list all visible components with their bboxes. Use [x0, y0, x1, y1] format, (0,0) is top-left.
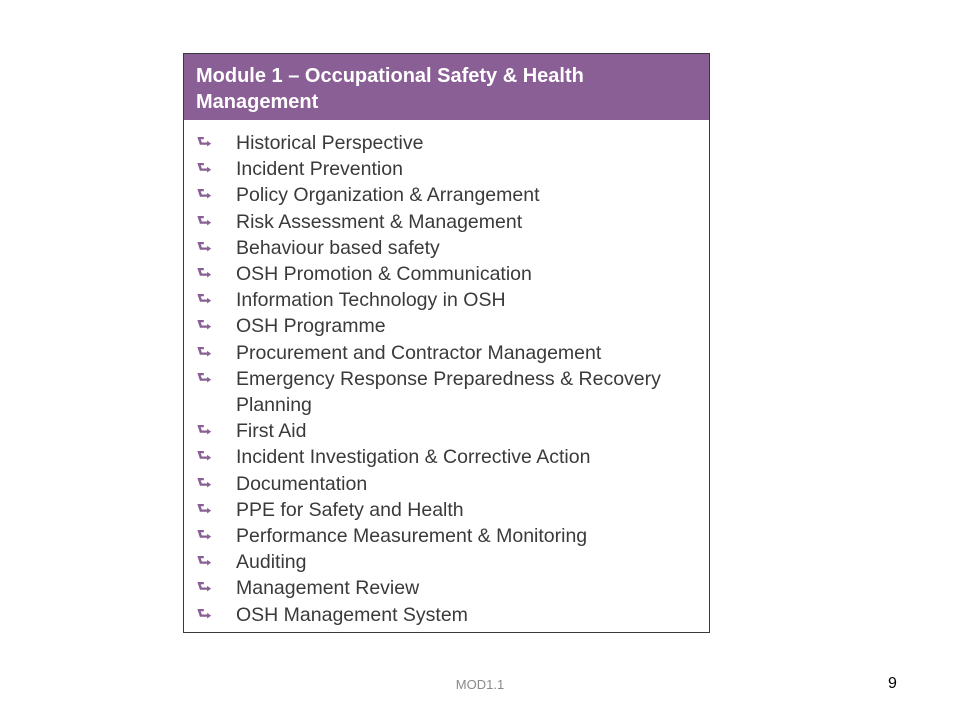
list-item	[184, 235, 701, 261]
list-item	[184, 340, 701, 366]
page-number: 9	[888, 675, 897, 692]
list-item	[184, 471, 701, 497]
hook-arrow-icon: ⮑	[197, 553, 212, 571]
hook-arrow-icon: ⮑	[197, 265, 212, 283]
list-item-label: Policy Organization & Arrangement	[236, 184, 540, 207]
module-title: Module 1 – Occupational Safety & Health Management	[184, 54, 709, 120]
hook-arrow-icon: ⮑	[197, 343, 212, 361]
hook-arrow-icon: ⮑	[197, 369, 212, 387]
list-item-label: Information Technology in OSH	[236, 289, 506, 312]
topic-list	[184, 120, 709, 628]
list-item-label: Incident Prevention	[236, 158, 403, 181]
hook-arrow-icon: ⮑	[197, 448, 212, 466]
module-box	[183, 53, 710, 633]
footer-label: MOD1.1	[455, 677, 505, 692]
list-item-label: First Aid	[236, 420, 307, 443]
list-item	[184, 130, 701, 156]
list-item	[184, 444, 701, 470]
list-item-label: Incident Investigation & Corrective Action	[236, 446, 591, 469]
hook-arrow-icon: ⮑	[197, 422, 212, 440]
list-item	[184, 418, 701, 444]
hook-arrow-icon: ⮑	[197, 500, 212, 518]
list-item	[184, 366, 701, 418]
list-item	[184, 575, 701, 601]
list-item-label: Documentation	[236, 472, 368, 495]
hook-arrow-icon: ⮑	[197, 238, 212, 256]
list-item	[184, 602, 701, 628]
hook-arrow-icon: ⮑	[197, 474, 212, 492]
hook-arrow-icon: ⮑	[197, 527, 212, 545]
list-item-label: PPE for Safety and Health	[236, 498, 464, 521]
list-item-label: Management Review	[236, 577, 420, 600]
list-item-label: Historical Perspective	[236, 132, 424, 154]
list-item	[184, 313, 701, 339]
list-item	[184, 156, 701, 182]
list-item-label: Emergency Response Preparedness & Recovery Planning	[236, 367, 661, 417]
list-item	[184, 261, 701, 287]
list-item	[184, 287, 701, 313]
hook-arrow-icon: ⮑	[197, 212, 212, 230]
hook-arrow-icon: ⮑	[197, 605, 212, 623]
list-item-label: Procurement and Contractor Management	[236, 341, 602, 364]
list-item-label: Performance Measurement & Monitoring	[236, 525, 588, 548]
list-item-label: OSH Promotion & Communication	[236, 263, 532, 286]
list-item	[184, 497, 701, 523]
hook-arrow-icon: ⮑	[197, 291, 212, 309]
list-item	[184, 182, 701, 208]
hook-arrow-icon: ⮑	[197, 160, 212, 178]
list-item-label: Behaviour based safety	[236, 236, 440, 259]
hook-arrow-icon: ⮑	[197, 579, 212, 597]
list-item	[184, 523, 701, 549]
list-item	[184, 209, 701, 235]
hook-arrow-icon: ⮑	[197, 134, 212, 151]
list-item-label: OSH Programme	[236, 315, 386, 338]
list-item-label: OSH Management System	[236, 603, 468, 626]
hook-arrow-icon: ⮑	[197, 186, 212, 204]
list-item	[184, 549, 701, 575]
hook-arrow-icon: ⮑	[197, 317, 212, 335]
list-item-label: Risk Assessment & Management	[236, 210, 523, 233]
list-item-label: Auditing	[236, 551, 307, 574]
